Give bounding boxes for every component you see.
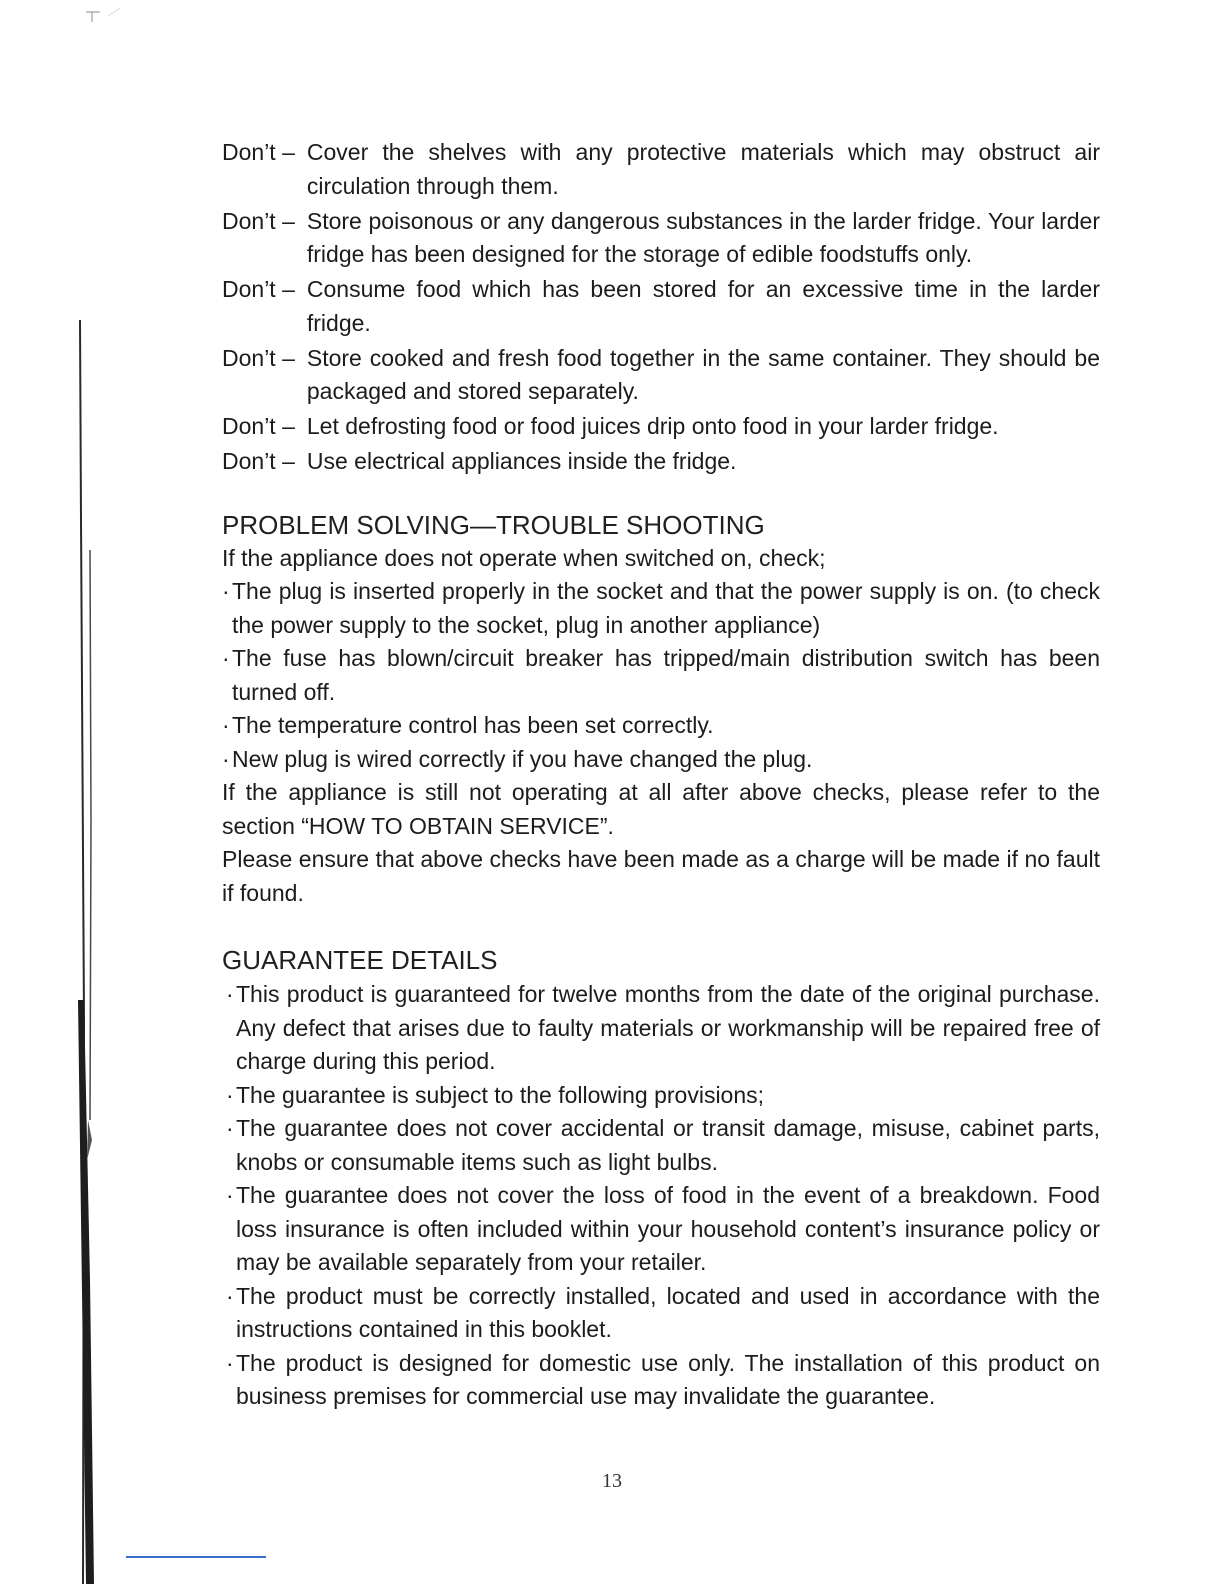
dont-item	[222, 445, 1100, 479]
checklist-text: The plug is inserted properly in the socket and that the power supply is on. (to check the power supply to the socket, plug in another appliance)	[232, 578, 1100, 638]
dont-prefix: Don’t –	[222, 344, 295, 371]
dont-text: Consume food which has been stored for an excessive time in the larder fridge.	[306, 276, 1100, 336]
bullet-glyph: ·	[226, 1182, 234, 1208]
dont-prefix: Don’t –	[222, 207, 295, 234]
guarantee-item	[226, 978, 1100, 1079]
dont-text: Use electrical appliances inside the fridge.	[306, 448, 737, 474]
dont-item	[222, 273, 1100, 340]
dont-item	[222, 205, 1100, 272]
page-number: 13	[602, 1470, 622, 1492]
problem-checklist	[222, 575, 1100, 776]
guarantee-list	[222, 978, 1100, 1414]
scan-binding-edge	[78, 320, 94, 1584]
guarantee-text: The guarantee does not cover the loss of food in the event of a breakdown. Food loss insurance is often included within your household content’s insurance policy or may be available separately from your retailer.	[236, 1182, 1100, 1275]
guarantee-heading: GUARANTEE DETAILS	[222, 945, 498, 975]
checklist-item	[222, 575, 1100, 642]
dont-text: Store cooked and fresh food together in the same container. They should be packaged and stored separately.	[306, 344, 1100, 404]
bullet-glyph: ·	[226, 1282, 234, 1309]
dont-prefix: Don’t –	[222, 139, 295, 165]
guarantee-text: The product is designed for domestic use only. The installation of this product on business premises for commercial use may invalidate the guarantee.	[236, 1349, 1100, 1409]
checklist-text: The temperature control has been set correctly.	[232, 712, 714, 738]
dont-text: Let defrosting food or food juices drip onto food in your larder fridge.	[306, 413, 999, 439]
dont-prefix: Don’t –	[222, 413, 295, 439]
bullet-glyph: ·	[226, 1115, 234, 1141]
checklist-item	[222, 642, 1100, 709]
bullet-glyph: ·	[222, 712, 230, 738]
page-content	[222, 136, 1100, 1414]
guarantee-item	[226, 1280, 1100, 1347]
bullet-glyph: ·	[222, 578, 230, 604]
dont-list	[222, 136, 1100, 479]
bullet-glyph: ·	[222, 645, 230, 671]
problem-solving-heading: PROBLEM SOLVING—TROUBLE SHOOTING	[222, 509, 765, 540]
guarantee-item	[226, 1347, 1100, 1414]
dont-prefix: Don’t –	[222, 448, 295, 474]
checklist-item	[222, 709, 1100, 743]
guarantee-item	[226, 1112, 1100, 1179]
guarantee-text: The guarantee does not cover accidental or transit damage, misuse, cabinet parts, knobs or consumable items such as light bulbs.	[236, 1115, 1100, 1175]
guarantee-item	[226, 1079, 1100, 1113]
after-checks-note: If the appliance is still not operating at all after above checks, please refer to the section “HOW TO OBTAIN SERVICE”.	[222, 779, 1100, 839]
guarantee-text: The product must be correctly installed, located and used in accordance with the instructions contained in this booklet.	[236, 1282, 1100, 1342]
guarantee-text: The guarantee is subject to the following provisions;	[236, 1081, 765, 1108]
guarantee-item	[226, 1179, 1100, 1280]
bullet-glyph: ·	[226, 1081, 234, 1108]
checklist-item	[222, 743, 1100, 777]
dont-prefix: Don’t –	[222, 276, 295, 302]
scan-bottom-rule	[126, 1556, 266, 1558]
dont-item	[222, 136, 1100, 203]
charge-note: Please ensure that above checks have been made as a charge will be made if no fault if found.	[222, 846, 1100, 906]
bullet-glyph: ·	[226, 1349, 234, 1376]
bullet-glyph: ·	[222, 745, 230, 772]
checklist-text: The fuse has blown/circuit breaker has tripped/main distribution switch has been turned off.	[232, 645, 1100, 705]
guarantee-text: This product is guaranteed for twelve months from the date of the original purchase. Any defect that arises due to faulty materials or workmanship will be repaired free of charge during this period.	[236, 981, 1100, 1074]
checklist-text: New plug is wired correctly if you have changed the plug.	[232, 745, 813, 772]
problem-intro: If the appliance does not operate when switched on, check;	[222, 544, 826, 571]
scan-corner-mark	[84, 6, 124, 22]
dont-text: Store poisonous or any dangerous substances in the larder fridge. Your larder fridge has been designed for the storage of edible foodstuffs only.	[306, 207, 1100, 267]
bullet-glyph: ·	[226, 981, 234, 1007]
dont-item	[222, 342, 1100, 409]
dont-text: Cover the shelves with any protective materials which may obstruct air circulation through them.	[306, 139, 1100, 199]
dont-item	[222, 410, 1100, 444]
